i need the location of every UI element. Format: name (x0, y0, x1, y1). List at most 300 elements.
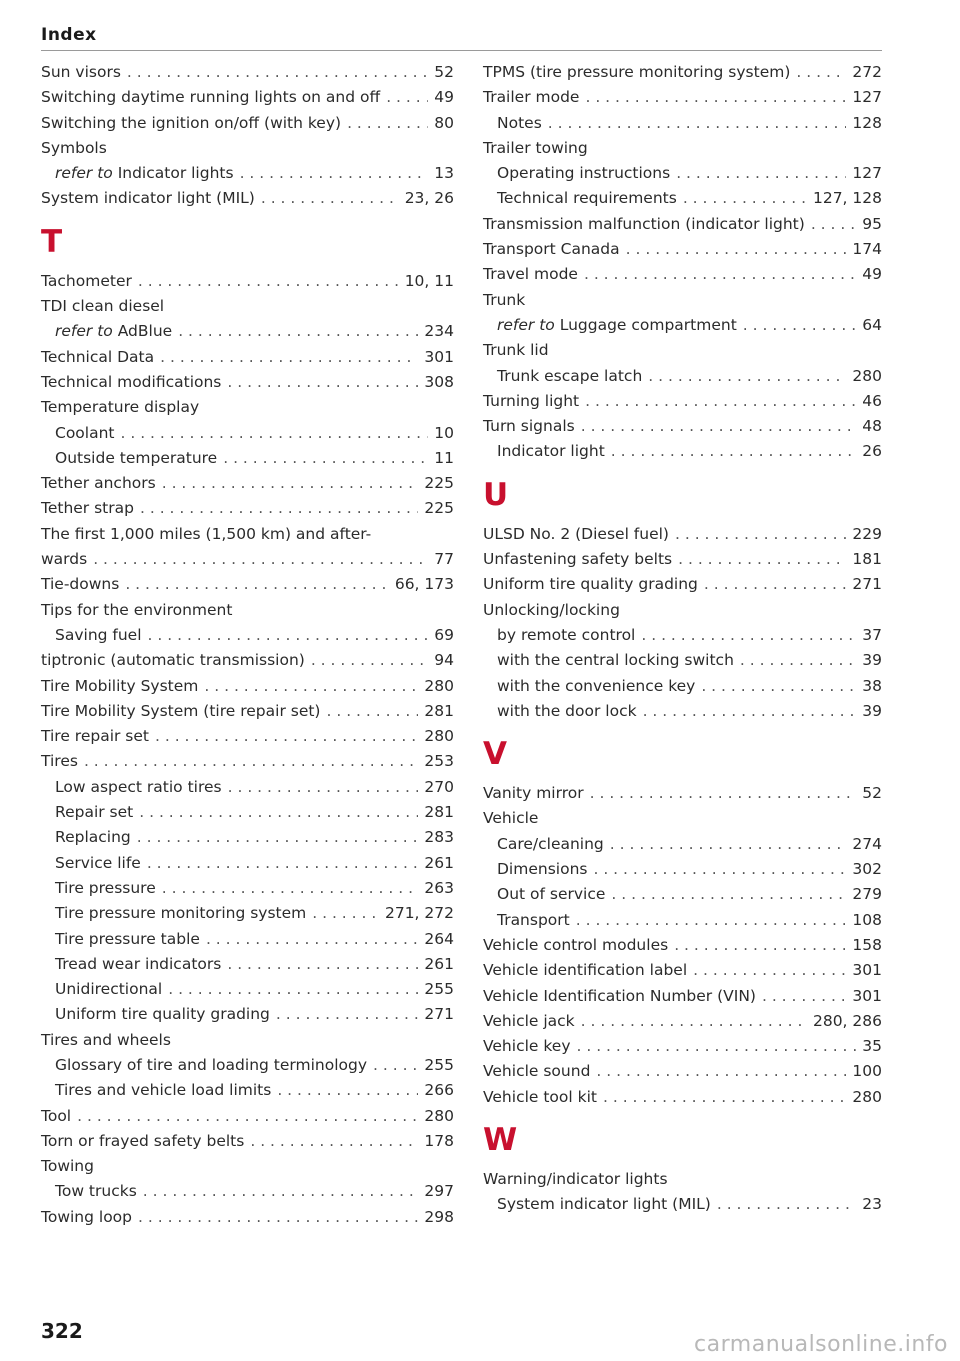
entry-text: Technical requirements (497, 189, 677, 208)
entry-label (55, 876, 156, 901)
dot-leader (84, 749, 418, 774)
entry-label (41, 699, 320, 724)
index-entry (483, 547, 882, 572)
entry-text: Tires (41, 752, 78, 771)
dot-leader (643, 699, 857, 724)
entry-label (497, 623, 635, 648)
entry-label (41, 471, 156, 496)
dot-leader (811, 212, 856, 237)
dot-leader (641, 623, 856, 648)
entry-label (55, 851, 141, 876)
page-reference: 158 (852, 935, 882, 954)
dot-leader (796, 60, 846, 85)
index-entry (41, 547, 454, 572)
entry-label (55, 1002, 270, 1027)
dot-leader (228, 775, 419, 800)
page-reference: 272 (852, 63, 882, 81)
entry-text: Saving fuel (55, 625, 142, 644)
page-reference: 127 (852, 164, 882, 183)
index-entry (41, 186, 454, 211)
dot-leader (584, 262, 856, 287)
index-subentry (41, 446, 454, 471)
index-entry (41, 60, 454, 85)
dot-leader (596, 1059, 846, 1084)
page-reference: 100 (852, 1062, 882, 1081)
page-reference: 271, 272 (384, 904, 454, 923)
index-entry (41, 724, 454, 749)
dot-leader (240, 161, 429, 186)
page-reference: 302 (852, 860, 882, 879)
index-heading: Tires and wheels (41, 1030, 171, 1049)
page-reference: 77 (434, 550, 454, 569)
entry-text: System indicator light (MIL) (497, 1195, 711, 1214)
index-subentry (483, 832, 882, 857)
dot-leader (577, 1034, 857, 1059)
page-reference: 264 (424, 929, 454, 948)
entry-label (55, 623, 142, 648)
page-reference: 281 (424, 701, 454, 720)
index-subentry (483, 699, 882, 724)
dot-leader (678, 547, 846, 572)
dot-leader (611, 439, 856, 464)
entry-text: by remote control (497, 625, 636, 644)
index-entry (483, 1034, 882, 1059)
entry-text: Technical Data (41, 347, 155, 366)
entry-text: Care/cleaning (497, 834, 604, 853)
index-subentry (41, 977, 454, 1002)
page-reference: 225 (424, 474, 454, 493)
index-subentry (41, 1002, 454, 1027)
entry-text: Indicator lights (117, 164, 234, 183)
index-entry (41, 269, 454, 294)
index-entry (41, 648, 454, 673)
entry-text: ULSD No. 2 (Diesel fuel) (483, 524, 669, 543)
page-reference: 280, 286 (812, 1011, 882, 1030)
entry-text: tiptronic (automatic transmission) (41, 651, 305, 670)
index-entry (483, 1059, 882, 1084)
page-reference: 23, 26 (404, 189, 454, 208)
dot-leader (160, 345, 418, 370)
page-reference: 274 (852, 834, 882, 853)
dot-leader (138, 1205, 418, 1230)
dot-leader (762, 984, 846, 1009)
index-entry (41, 1129, 454, 1154)
entry-text: Vehicle tool kit (483, 1087, 597, 1106)
entry-label (497, 364, 642, 389)
entry-text: Tire pressure monitoring system (55, 904, 307, 923)
page-reference: 128 (852, 113, 882, 132)
page-reference: 261 (424, 853, 454, 872)
index-entry (483, 414, 882, 439)
section-letter-u: U (483, 476, 509, 513)
index-entry (41, 674, 454, 699)
entry-label (41, 111, 341, 136)
page-reference: 52 (434, 63, 454, 81)
dot-leader (178, 319, 418, 344)
dot-leader (693, 958, 846, 983)
page-reference: 270 (424, 777, 454, 796)
entry-text: Indicator light (497, 442, 605, 461)
entry-text: Outside temperature (55, 448, 218, 467)
page-reference: 127 (852, 88, 882, 107)
entry-label (497, 908, 570, 933)
index-heading: Warning/indicator lights (483, 1169, 668, 1188)
index-subentry (483, 1192, 882, 1217)
entry-text: wards (41, 550, 88, 569)
entry-label (483, 262, 578, 287)
entry-text: System indicator light (MIL) (41, 189, 255, 208)
index-subentry (483, 364, 882, 389)
index-entry (483, 1009, 882, 1034)
entry-label (497, 111, 542, 136)
entry-label (41, 572, 119, 597)
page-reference: 38 (862, 676, 882, 695)
entry-text: Luggage compartment (559, 315, 737, 334)
page-reference: 266 (424, 1081, 454, 1100)
dot-leader (204, 674, 418, 699)
dot-leader (675, 522, 846, 547)
page-reference: 64 (862, 315, 882, 334)
entry-label (483, 60, 790, 85)
cross-reference: refer to (55, 164, 113, 183)
index-heading: Towing (41, 1157, 94, 1176)
index-entry (483, 389, 882, 414)
page-reference: 39 (862, 701, 882, 720)
dot-leader (676, 161, 846, 186)
page-reference: 280 (424, 727, 454, 746)
page-reference: 127, 128 (812, 189, 882, 208)
entry-text: Transmission malfunction (indicator light) (483, 214, 805, 233)
index-subentry (483, 674, 882, 699)
entry-text: Trailer mode (483, 88, 580, 107)
index-entry (483, 85, 882, 110)
entry-label (483, 1034, 571, 1059)
dot-leader (611, 882, 846, 907)
page-reference: 46 (862, 391, 882, 410)
page-reference: 35 (862, 1037, 882, 1056)
entry-label (497, 699, 637, 724)
entry-text: Trunk escape latch (497, 366, 643, 385)
index-entry (483, 60, 882, 85)
entry-label (497, 832, 604, 857)
index-subentry (41, 952, 454, 977)
page-reference: 95 (862, 214, 882, 233)
page-reference: 298 (424, 1207, 454, 1226)
page-reference: 261 (424, 954, 454, 973)
dot-leader (743, 313, 856, 338)
entry-text: Dimensions (497, 860, 588, 879)
dot-leader (168, 977, 418, 1002)
dot-leader (581, 1009, 807, 1034)
entry-text: Out of service (497, 885, 606, 904)
entry-label (41, 749, 78, 774)
entry-text: Tether strap (41, 499, 134, 518)
index-entry (483, 237, 882, 262)
page-reference: 255 (424, 1055, 454, 1074)
entry-label (497, 439, 605, 464)
entry-text: Uniform tire quality grading (483, 575, 698, 594)
entry-text: Operating instructions (497, 164, 671, 183)
entry-label (41, 547, 87, 572)
entry-label (497, 1192, 711, 1217)
dot-leader (674, 933, 846, 958)
entry-label (483, 389, 579, 414)
entry-label (497, 313, 737, 338)
page-reference: 301 (424, 347, 454, 366)
cross-reference: refer to (55, 322, 113, 341)
entry-label (483, 984, 756, 1009)
dot-leader (162, 876, 419, 901)
page-number: 322 (41, 1319, 83, 1343)
entry-label (55, 977, 162, 1002)
index-entry (483, 1085, 882, 1110)
entry-text: Unidirectional (55, 980, 163, 999)
index-heading: TDI clean diesel (41, 297, 165, 316)
page-reference: 69 (434, 625, 454, 644)
entry-text: with the convenience key (497, 676, 696, 695)
index-subentry (41, 927, 454, 952)
index-subentry (41, 1053, 454, 1078)
index-entry (483, 572, 882, 597)
entry-label (55, 446, 217, 471)
index-heading: Unlocking/locking (483, 600, 620, 619)
page-reference: 280 (424, 1106, 454, 1125)
page-reference: 10, 11 (404, 271, 454, 290)
entry-text: Vanity mirror (483, 784, 584, 803)
entry-label (55, 927, 200, 952)
index-entry (41, 471, 454, 496)
entry-label (41, 1205, 132, 1230)
entry-label (483, 781, 584, 806)
page-reference: 308 (424, 372, 454, 391)
entry-label (483, 1009, 575, 1034)
entry-label (483, 933, 668, 958)
dot-leader (590, 781, 857, 806)
entry-label (55, 1179, 137, 1204)
page-reference: 283 (424, 828, 454, 847)
entry-text: Tie-downs (41, 575, 120, 594)
dot-leader (227, 952, 418, 977)
entry-label (483, 958, 687, 983)
entry-label (55, 319, 172, 344)
dot-leader (548, 111, 847, 136)
page-reference: 297 (424, 1182, 454, 1201)
entry-text: Notes (497, 113, 542, 132)
entry-text: AdBlue (117, 322, 173, 341)
index-entry (41, 749, 454, 774)
dot-leader (127, 60, 428, 85)
entry-label (483, 1085, 597, 1110)
entry-label (497, 882, 605, 907)
dot-leader (576, 908, 847, 933)
index-subentry (483, 186, 882, 211)
dot-leader (148, 623, 429, 648)
index-entry (41, 572, 454, 597)
page-reference: 263 (424, 878, 454, 897)
entry-text: Turning light (483, 391, 580, 410)
entry-text: Sun visors (41, 63, 121, 81)
entry-text: Glossary of tire and loading terminology (55, 1055, 368, 1074)
page-reference: 49 (434, 88, 454, 107)
header-rule (41, 50, 882, 51)
index-subentry (41, 1179, 454, 1204)
index-subentry (41, 876, 454, 901)
index-subentry (483, 111, 882, 136)
index-entry (483, 262, 882, 287)
page-reference: 301 (852, 961, 882, 980)
page-reference: 66, 173 (394, 575, 454, 594)
entry-text: Tether anchors (41, 474, 156, 493)
entry-label (41, 1129, 244, 1154)
entry-text: with the door lock (497, 701, 637, 720)
page-reference: 279 (852, 885, 882, 904)
page-reference: 301 (852, 986, 882, 1005)
index-subentry (483, 161, 882, 186)
entry-text: Tire pressure table (55, 929, 200, 948)
entry-label (55, 1053, 367, 1078)
entry-text: Tow trucks (55, 1182, 137, 1201)
entry-label (55, 775, 222, 800)
entry-label (483, 547, 672, 572)
index-subentry (483, 908, 882, 933)
entry-label (483, 1059, 590, 1084)
entry-text: with the central locking switch (497, 651, 734, 670)
page-reference: 10 (434, 423, 454, 442)
entry-label (41, 186, 255, 211)
page-reference: 13 (434, 164, 454, 183)
dot-leader (603, 1085, 846, 1110)
dot-leader (250, 1129, 418, 1154)
page-header: Index (41, 25, 97, 45)
entry-label (41, 674, 198, 699)
page-reference: 229 (852, 524, 882, 543)
dot-leader (137, 825, 419, 850)
dot-leader (147, 851, 419, 876)
page-reference: 49 (862, 265, 882, 284)
page-reference: 253 (424, 752, 454, 771)
page-reference: 11 (434, 448, 454, 467)
cross-reference: refer to (497, 315, 555, 334)
watermark: carmanualsonline.info (694, 1332, 948, 1357)
dot-leader (125, 572, 389, 597)
entry-label (41, 1104, 71, 1129)
entry-label (497, 186, 677, 211)
entry-text: Vehicle key (483, 1037, 571, 1056)
index-column-right (483, 60, 882, 1218)
dot-leader (373, 1053, 418, 1078)
page-reference: 80 (434, 113, 454, 132)
dot-leader (740, 648, 856, 673)
dot-leader (717, 1192, 856, 1217)
index-subentry (483, 439, 882, 464)
entry-text: Tire repair set (41, 727, 149, 746)
dot-leader (585, 389, 856, 414)
section-letter-v: V (483, 736, 507, 773)
page-reference: 174 (852, 240, 882, 259)
index-column-left (41, 60, 454, 1230)
entry-label (55, 825, 131, 850)
page-reference: 271 (852, 575, 882, 594)
dot-leader (139, 800, 418, 825)
index-subentry (483, 623, 882, 648)
page-reference: 281 (424, 803, 454, 822)
entry-text: Tire pressure (55, 878, 156, 897)
page-reference: 271 (424, 1005, 454, 1024)
index-subentry (41, 800, 454, 825)
entry-label (41, 85, 380, 110)
index-heading: Temperature display (41, 398, 200, 417)
dot-leader (704, 572, 847, 597)
entry-label (41, 345, 154, 370)
entry-label (41, 496, 134, 521)
page-reference: 280 (852, 366, 882, 385)
index-entry (483, 212, 882, 237)
index-subentry (483, 857, 882, 882)
page-reference: 234 (424, 322, 454, 341)
dot-leader (93, 547, 428, 572)
entry-label (55, 161, 234, 186)
entry-text: Repair set (55, 803, 134, 822)
entry-text: TPMS (tire pressure monitoring system) (483, 63, 791, 81)
dot-leader (610, 832, 847, 857)
index-subentry (41, 775, 454, 800)
entry-text: Tread wear indicators (55, 954, 222, 973)
index-entry (41, 699, 454, 724)
index-subentry (41, 825, 454, 850)
entry-label (41, 724, 149, 749)
index-heading: Trailer towing (483, 138, 588, 157)
entry-text: Travel mode (483, 265, 578, 284)
dot-leader (276, 1002, 419, 1027)
dot-leader (223, 446, 428, 471)
entry-text: Tire Mobility System (41, 676, 199, 695)
entry-text: Replacing (55, 828, 131, 847)
entry-text: Vehicle control modules (483, 935, 669, 954)
entry-text: Torn or frayed safety belts (41, 1131, 245, 1150)
index-entry (483, 958, 882, 983)
section-letter-w: W (483, 1121, 518, 1158)
entry-label (497, 857, 587, 882)
entry-label (41, 648, 305, 673)
dot-leader (312, 901, 379, 926)
dot-leader (701, 674, 856, 699)
page-reference: 178 (424, 1131, 454, 1150)
entry-label (483, 572, 698, 597)
index-subentry (41, 901, 454, 926)
dot-leader (140, 496, 418, 521)
dot-leader (585, 85, 846, 110)
dot-leader (386, 85, 428, 110)
entry-text: Transport (497, 910, 570, 929)
entry-text: Switching daytime running lights on and off (41, 88, 381, 107)
page-reference: 23 (862, 1195, 882, 1214)
dot-leader (155, 724, 418, 749)
index-heading: Trunk (483, 290, 526, 309)
entry-text: Service life (55, 853, 141, 872)
entry-text: Vehicle Identification Number (VIN) (483, 986, 756, 1005)
dot-leader (138, 269, 399, 294)
entry-label (55, 800, 133, 825)
dot-leader (683, 186, 807, 211)
index-subentry (483, 882, 882, 907)
entry-label (497, 674, 695, 699)
dot-leader (626, 237, 847, 262)
index-entry (483, 781, 882, 806)
dot-leader (581, 414, 857, 439)
entry-text: Tachometer (41, 271, 132, 290)
index-entry (41, 345, 454, 370)
index-subentry (483, 313, 882, 338)
